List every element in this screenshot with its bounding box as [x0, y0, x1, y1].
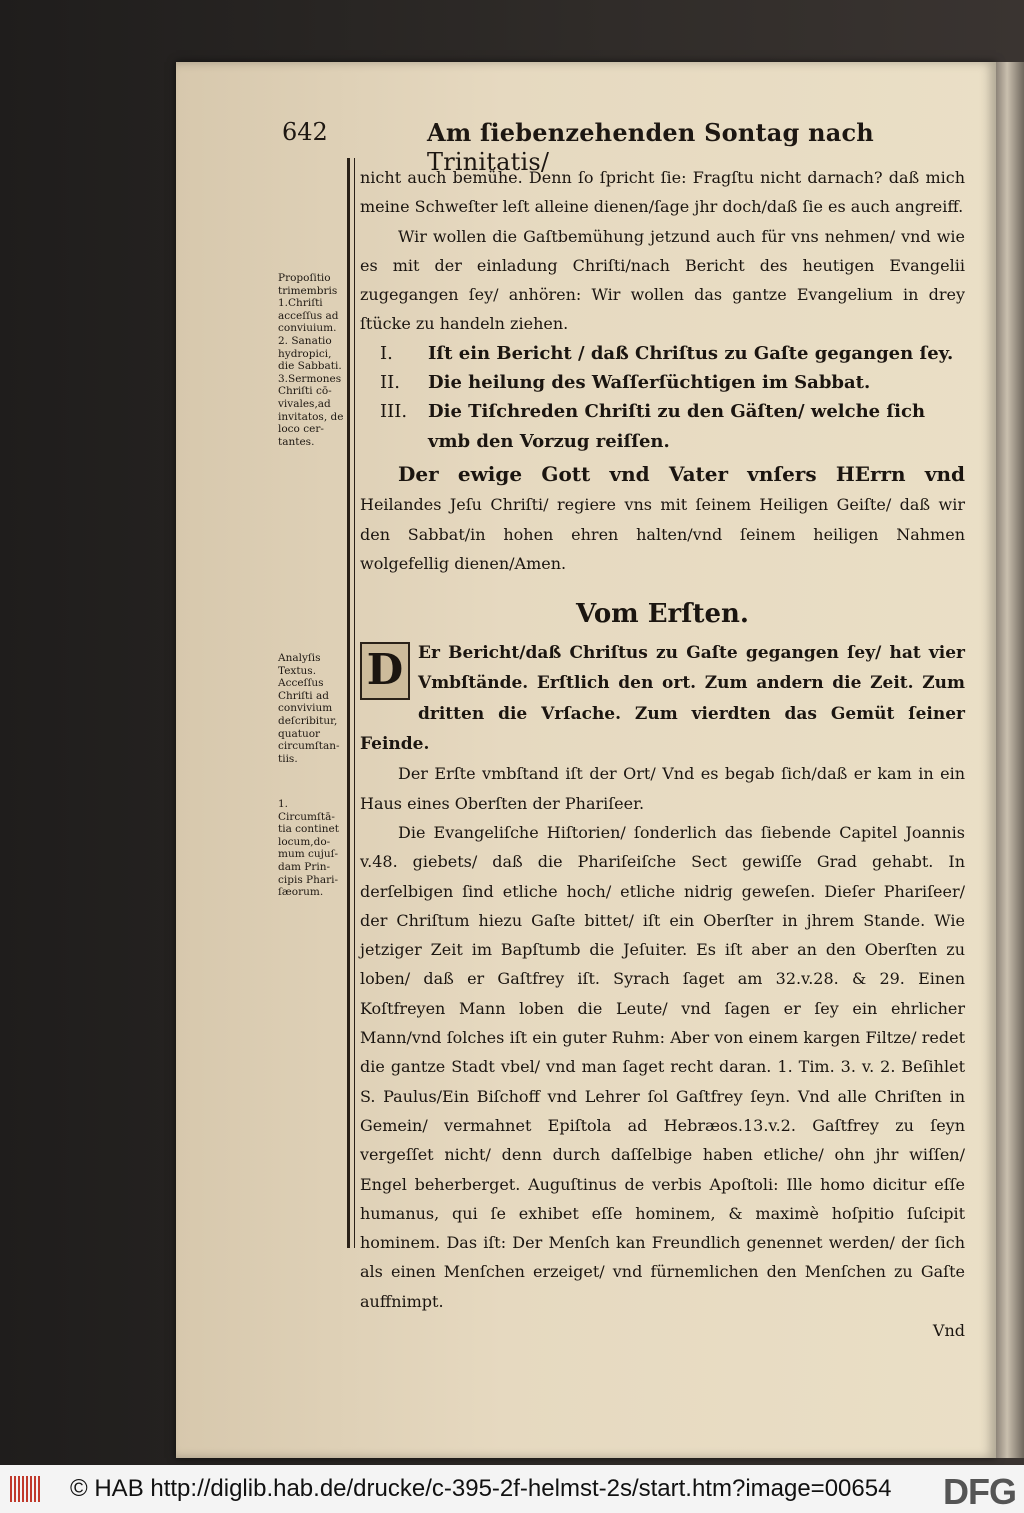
- list-text: Iſt ein Bericht / daß Chriſtus zu Gaſte gegangen ſey.: [428, 342, 954, 364]
- list-text: Die heilung des Waſſerſüchtigen im Sabbat.: [428, 372, 871, 394]
- section-title: Vom Erſten.: [576, 599, 749, 630]
- running-head-latin: Trinitatis/: [427, 148, 550, 176]
- paragraph-4: Der Erſte vmbſtand iſt der Ort/ Vnd es begab ſich/daß er kam in ein Haus eines Oberſten der Phariſeer.: [360, 764, 965, 813]
- margin-note-propositio: Propoſitio trimembris 1.Chriſti acceſſus ad conviuium. 2. Sanatio hydropici, die Sabbati. 3.Sermones Chriſti cō-vivales,ad invitatos, de loco cer-tantes.: [278, 272, 344, 448]
- paragraph-1: nicht auch bemühe. Denn ſo ſpricht ſie: Fragſtu nicht darnach? daß mich meine Schweſter leſt alleine dienen/ſage jhr doch/daß ſie es auch angreiff.: [360, 168, 965, 217]
- list-item: [360, 368, 965, 397]
- list-item: [360, 339, 965, 368]
- division-list: [360, 339, 965, 456]
- paragraph-3: [360, 638, 965, 759]
- margin-rule-inner: [354, 158, 355, 1248]
- paragraph-3-text: Er Bericht/daß Chriſtus zu Gaſte gegangen ſey/ hat vier Vmbſtände. Erſtlich den ort. Zum andern die Zeit. Zum dritten die Vrſache. Zum vierdten das Gemüt ſeiner Feinde.: [360, 643, 965, 755]
- list-text: Die Tiſchreden Chriſti zu den Gäſten/ welche ſich vmb den Vorzug reiſſen.: [428, 401, 926, 452]
- page-number: 642: [282, 118, 328, 146]
- catchword: Vnd: [932, 1320, 965, 1340]
- barcode-icon: [10, 1476, 44, 1502]
- source-url[interactable]: © HAB http://diglib.hab.de/drucke/c-395-2f-helmst-2s/start.htm?image=00654: [70, 1475, 892, 1502]
- margin-note-circumstantia: 1. Circumſtā-tia continet locum,do-mum cujuſ-dam Prin-cipis Phari-ſæorum.: [278, 798, 339, 899]
- running-head-text: Am ſiebenzehenden Sontag nach: [427, 118, 874, 147]
- prayer-lead: Der ewige Gott vnd Vater vnſers HErrn vnd: [398, 461, 965, 486]
- list-item: [360, 397, 965, 456]
- page-header: [282, 118, 972, 176]
- prayer: [360, 460, 965, 578]
- viewer-footer: [0, 1465, 1024, 1513]
- main-text: [360, 163, 965, 1345]
- page-edge: [996, 62, 1024, 1458]
- margin-rule: [347, 158, 350, 1248]
- margin-note-analysis: Analyſis Textus. Acceſſus Chriſti ad convivium deſcribitur, quatuor circumſtan-tiis.: [278, 652, 340, 765]
- list-number: I.: [380, 342, 393, 364]
- list-number: II.: [380, 372, 400, 394]
- list-number: III.: [380, 401, 408, 423]
- drop-capital: D: [360, 642, 410, 700]
- paragraph-2: Wir wollen die Gaſtbemühung jetzund auch für vns nehmen/ vnd wie es mit der einladung Chriſti/nach Bericht des heutigen Evangelii zugegangen ſey/ anhören: Wir wollen das gantze Evangelium in drey ſtücke zu handeln ziehen.: [360, 226, 965, 334]
- paragraph-5: Die Evangeliſche Hiſtorien/ ſonderlich das ſiebende Capitel Joannis v.48. giebets/ daß die Phariſeiſche Sect gewiſſe Grad gehabt. In derſelbigen ſind etliche hoch/ etliche nidrig geweſen. Dieſer Phariſeer/ der Chriſtum hiezu Gaſte bittet/ iſt ein Oberſter in jhrem Stande. Wie jetziger Zeit im Bapſtumb die Jeſuiter. Es iſt aber an den Oberſten zu loben/ daß er Gaſtfrey iſt. Syrach ſaget am 32.v.28. & 29. Einen Koſtfreyen Mann loben die Leute/ vnd ſagen er ſey ein ehrlicher Mann/vnd ſolches iſt ein guter Ruhm: Aber von einem kargen Filtze/ redet die gantze Stadt vbel/ vnd man ſaget recht daran. 1. Tim. 3. v. 2. Beſihlet S. Paulus/Ein Biſchoff vnd Lehrer ſol Gaſtfrey ſeyn. Vnd alle Chriſten in Gemein/ vermahnet Epiſtola ad Hebræos.13.v.2. Gaſtfrey zu ſeyn vergeſſet nicht/ denn durch daſſelbige haben etliche/ ohn jhr wiſſen/ Engel beherberget. Auguſtinus de verbis Apoſtoli: Ille homo dicitur eſſe humanus, qui ſe exhibet eſſe hominem, & maximè hoſpitio ſuſcipit hominem. Das iſt: Der Menſch kan Freundlich genennet werden/ der ſich als einen Menſchen erzeiget/ vnd fürnemlichen den Menſchen zu Gaſte auffnimpt.: [360, 822, 965, 1311]
- dfg-logo: DFG: [943, 1471, 1016, 1512]
- prayer-rest: Heilandes Jeſu Chriſti/ regiere vns mit ſeinem Heiligen Geiſte/ daß wir den Sabbat/in hohen ehren halten/vnd ſeinem heiligen Nahmen wolgefellig dienen/Amen.: [360, 495, 965, 573]
